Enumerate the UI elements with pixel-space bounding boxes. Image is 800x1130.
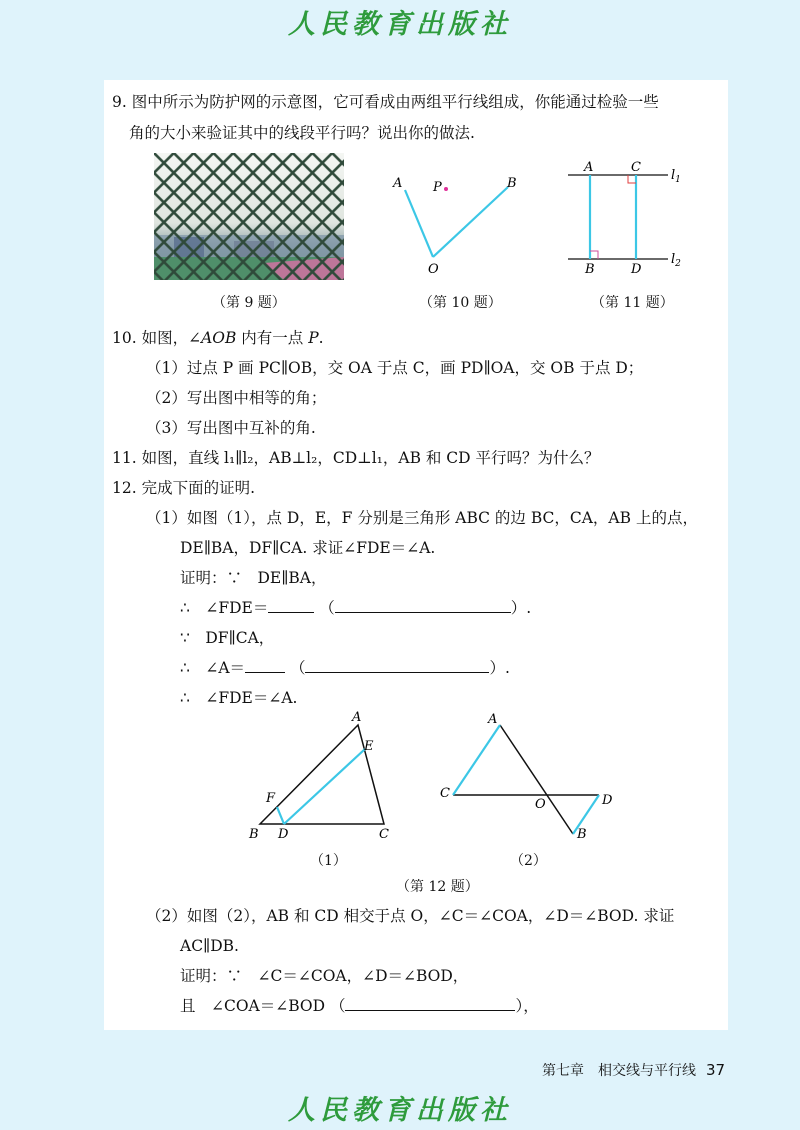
label-l2: $l_2$ — [671, 252, 681, 269]
proof2-intro: 证明：∵ ∠C＝∠COA，∠D＝∠BOD， — [180, 967, 469, 985]
label-F: F — [266, 791, 276, 806]
page-footer — [542, 1060, 725, 1080]
problem9-line2: 角的大小来验证其中的线段平行吗？说出你的做法. — [129, 124, 475, 142]
figure-10 — [390, 165, 530, 280]
label-E: E — [364, 739, 374, 754]
problem10-intro: 10. 如图，∠AOB 内有一点 P. — [112, 329, 324, 347]
figure-12-2 — [436, 708, 626, 843]
fence-photo — [154, 153, 344, 280]
problem10-item3: （3）写出图中互补的角. — [146, 419, 316, 437]
label-D: D — [631, 262, 642, 277]
segment-AC — [453, 725, 500, 795]
proof-step1: ∴ ∠FDE＝ （ ）. — [180, 599, 532, 617]
label-B: B — [507, 176, 517, 191]
chapter-title: 第七章 相交线与平行线 — [542, 1063, 696, 1079]
label-A: A — [393, 176, 403, 191]
answer-blank[interactable] — [268, 598, 314, 613]
figure-11 — [560, 155, 690, 280]
publisher-footer: 人民教育出版社 — [288, 1095, 512, 1126]
right-angle-B — [590, 251, 598, 259]
problem9-line1: 9. 图中所示为防护网的示意图，它可看成由两组平行线组成，你能通过检验一些 — [112, 93, 659, 111]
label-P: P — [433, 180, 442, 195]
label-C: C — [379, 827, 389, 842]
right-angle-C — [628, 175, 636, 183]
label-C: C — [631, 160, 641, 175]
caption-fig9: （第 9 题） — [212, 295, 286, 311]
problem12-intro: 12. 完成下面的证明. — [112, 479, 256, 497]
ray-OB — [433, 187, 508, 257]
caption-fig12: （第 12 题） — [396, 879, 479, 895]
caption-fig12-1: （1） — [310, 853, 347, 869]
problem11-text: 11. 如图，直线 l₁∥l₂，AB⊥l₂，CD⊥l₁，AB 和 CD 平行吗？为什么？ — [112, 449, 600, 467]
reason-blank[interactable] — [335, 598, 511, 613]
page-number: 37 — [706, 1061, 726, 1079]
label-A: A — [352, 710, 362, 725]
ray-OA — [405, 190, 433, 257]
publisher-header: 人民教育出版社 — [288, 9, 512, 40]
label-O: O — [428, 262, 439, 277]
label-B: B — [585, 262, 595, 277]
problem12-part2-line1: （2）如图（2），AB 和 CD 相交于点 O，∠C＝∠COA，∠D＝∠BOD. 求证 — [146, 907, 675, 925]
point-P — [444, 187, 448, 191]
label-D: D — [602, 793, 613, 808]
proof-intro: 证明：∵ DE∥BA， — [180, 569, 327, 587]
label-B: B — [577, 827, 587, 842]
caption-fig11: （第 11 题） — [591, 295, 674, 311]
proof-step2: ∵ DF∥CA， — [180, 629, 275, 647]
label-A: A — [584, 160, 594, 175]
reason-blank[interactable] — [345, 996, 515, 1011]
segment-DF — [277, 807, 284, 824]
problem10-item2: （2）写出图中相等的角； — [146, 389, 327, 407]
answer-blank[interactable] — [245, 658, 285, 673]
label-B: B — [249, 827, 259, 842]
segment-AB — [500, 725, 573, 834]
problem12-part1-line1: （1）如图（1），点 D，E，F 分别是三角形 ABC 的边 BC，CA，AB 上的点， — [146, 509, 698, 527]
label-C: C — [440, 786, 450, 801]
caption-fig10: （第 10 题） — [419, 295, 502, 311]
label-O: O — [535, 797, 546, 812]
problem12-part2-line2: AC∥DB. — [180, 937, 239, 955]
reason-blank[interactable] — [305, 658, 489, 673]
label-l1: $l_1$ — [671, 168, 681, 185]
problem10-item1: （1）过点 P 画 PC∥OB，交 OA 于点 C，画 PD∥OA，交 OB 于点 D； — [146, 359, 644, 377]
caption-fig12-2: （2） — [510, 853, 547, 869]
figure-12-1 — [246, 708, 406, 843]
proof2-step: 且 ∠COA＝∠BOD （ ）， — [180, 997, 539, 1015]
proof-step4: ∴ ∠FDE＝∠A. — [180, 689, 298, 707]
label-D: D — [278, 827, 289, 842]
label-A: A — [488, 712, 498, 727]
proof-step3: ∴ ∠A＝ （ ）. — [180, 659, 510, 677]
problem12-part1-line2: DE∥BA，DF∥CA. 求证∠FDE＝∠A. — [180, 539, 436, 557]
